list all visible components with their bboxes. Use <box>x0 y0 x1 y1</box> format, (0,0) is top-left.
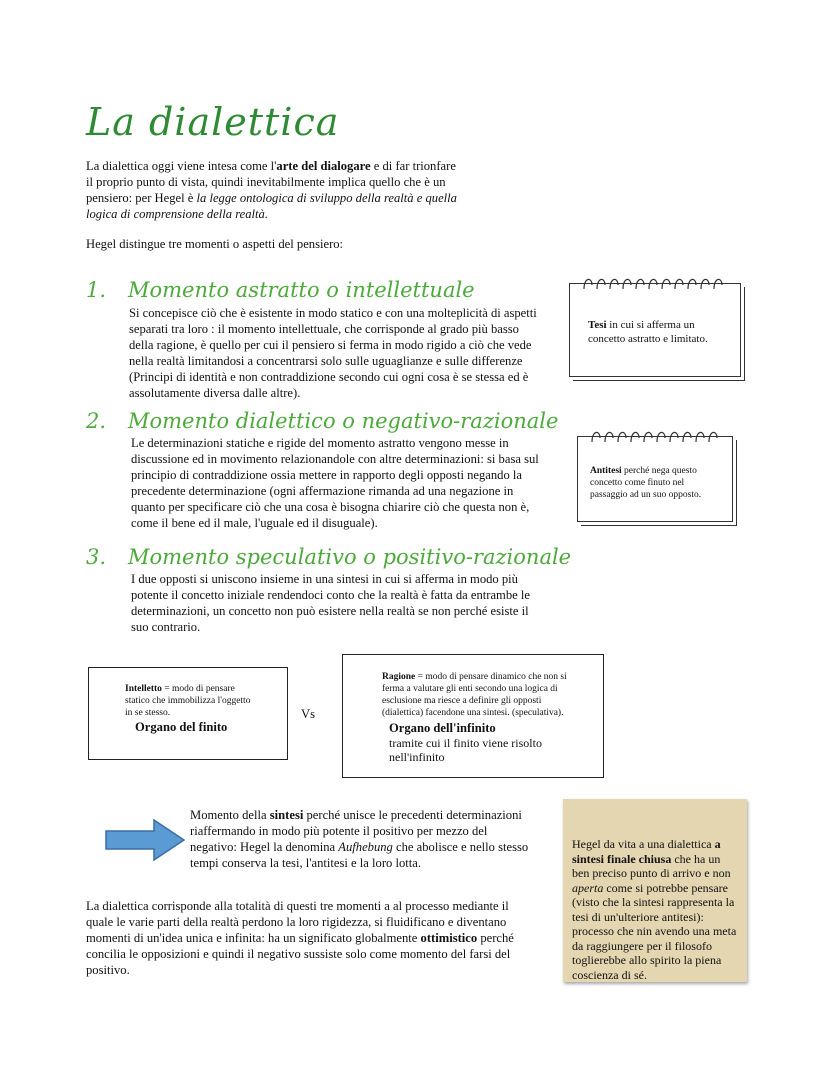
intelletto-box <box>88 667 288 760</box>
ragione-bold: Ragione <box>382 672 416 682</box>
sintesi-bold: sintesi <box>269 808 304 822</box>
intelletto-definition <box>125 683 255 719</box>
moment-3-heading <box>86 545 571 569</box>
ragione-definition <box>382 671 572 719</box>
intelletto-bold: Intelletto <box>125 684 162 694</box>
sintesi-paragraph <box>190 807 535 871</box>
ragione-organ-sub: tramite cui il finito viene risolto nell'infinito <box>389 736 542 764</box>
note-antitesi-text <box>590 465 722 501</box>
intro-text: La dialettica oggi viene intesa come l' <box>86 159 277 173</box>
spiral-binding-icon <box>588 428 728 446</box>
ragione-desc: = modo di pensare dinamico che non si ferma a valutare gli enti secondo una logica di esclusione ma riesce a definire gli opposti (dialettica) facendone una sintesi. (speculativa). <box>382 672 567 718</box>
sintesi-text-3: che abolisce e nello stesso tempi conserva la tesi, l'antitesi e la loro lotta. <box>190 840 529 870</box>
arrow-right-icon <box>104 818 186 862</box>
intro-paragraph <box>86 158 466 222</box>
lead-sentence: Hegel distingue tre momenti o aspetti del pensiero: <box>86 237 344 251</box>
moment-2-text: Le determinazioni statiche e rigide del momento astratto vengono messe in discussione ed in movimento relazionandole con altre determinazioni: si basa sul principio di contraddizione ossia mettere in rapporto degli opposti negando la precedente determinazione (ogni affermazione rimanda ad una negazione in quanto per specificare ciò che una cosa è bisogna chiarire ciò che questa non è, come il bene ed il male, l'uguale ed il disuguale). <box>131 436 539 530</box>
ragione-organ: Organo dell'infinito <box>389 721 496 735</box>
moment-3-title: Momento speculativo o positivo-razionale <box>128 545 572 569</box>
note-tesi-desc: in cui si afferma un concetto astratto e limitato. <box>588 319 708 345</box>
moment-1-number: 1. <box>86 278 107 302</box>
versus-label: Vs <box>301 707 315 721</box>
sticky-text-3: come si potrebbe pensare (visto che la sintesi rappresenta la tesi di un'ulteriore antitesi): processo che nin avendo una meta da raggiungere per il filosofo toglierebbe allo spirito la piena coscienza di sé. <box>572 880 737 982</box>
moment-2-heading <box>86 409 558 433</box>
page-title: La dialettica <box>86 100 340 144</box>
intro-italic: la legge ontologica di sviluppo della realtà e quella logica di comprensione della realtà. <box>86 191 457 221</box>
intro-bold: arte del dialogare <box>276 159 371 173</box>
note-antitesi-desc: perché nega questo concetto come finuto nel passaggio ad un suo opposto. <box>590 466 702 500</box>
ragione-box <box>342 654 604 778</box>
note-tesi-bold: Tesi <box>588 319 607 331</box>
sintesi-text: Momento della <box>190 808 270 822</box>
sintesi-text-2: perché unisce le precedenti determinazioni riaffermando in modo più potente il positivo per mezzo del negativo: Hegel la denomina <box>190 808 522 854</box>
moment-2-title: Momento dialettico o negativo-razionale <box>128 409 559 433</box>
moment-3-number: 3. <box>86 545 107 569</box>
sticky-note-text <box>572 837 740 982</box>
moment-3-text: I due opposti si uniscono insieme in una sintesi in cui si afferma in modo più potente il concetto iniziale rendendoci conto che la realtà è fatta da entrambe le determinazioni, un concetto non può esistere nella realtà se non perché esiste il suo contrario. <box>131 572 530 634</box>
note-tesi <box>569 283 741 377</box>
intelletto-organ: Organo del finito <box>135 720 228 734</box>
sticky-bold: a sintesi finale chiusa <box>572 837 721 866</box>
sticky-note <box>563 799 747 982</box>
moment-1-title: Momento astratto o intellettuale <box>128 278 475 302</box>
moment-1-text: Si concepisce ciò che è esistente in modo statico e con una molteplicità di aspetti separati tra loro : il momento intellettuale, che corrisponde al grado più basso della ragione, è quello per cui il pensiero si ferma in modo rigido a ciò che vede nella realtà limitandosi a concentrarsi solo sulle uguaglianze e sulle differenze (Principi di identità e non contraddizione secondo cui ogni cosa è se stessa ed è assolutamente diversa dalle altre). <box>129 306 537 400</box>
note-antitesi-bold: Antitesi <box>590 466 622 476</box>
sticky-text-2: che ha un ben preciso punto di arrivo e non <box>572 851 731 880</box>
moment-1-heading <box>86 278 475 302</box>
note-antitesi <box>577 436 733 522</box>
conclusion-text-2: perché concilia le opposizioni e quindi il negativo sussiste solo come momento del farsi del positivo. <box>86 931 514 977</box>
intelletto-desc: = modo di pensare statico che immobilizza l'oggetto in se stesso. <box>125 684 251 718</box>
moment-2-number: 2. <box>86 409 107 433</box>
conclusion-paragraph <box>86 898 520 978</box>
sticky-text: Hegel da vita a una dialettica <box>572 837 715 851</box>
spiral-binding-icon <box>580 275 730 293</box>
conclusion-bold: ottimistico <box>420 931 478 945</box>
intro-text-2: e di far trionfare il proprio punto di vista, quindi inevitabilmente implica quello che è un pensiero: per Hegel è <box>86 159 456 205</box>
sticky-italic: aperta <box>572 880 604 895</box>
note-tesi-text <box>588 318 730 346</box>
conclusion-text: La dialettica corrisponde alla totalità di questi tre momenti a al processo mediante il quale le varie parti della realtà perdono la loro rigidezza, si fluidificano e diventano momenti di un'idea unica e infinita: ha un significato globalmente <box>86 899 509 945</box>
sintesi-italic: Aufhebung <box>338 840 393 854</box>
